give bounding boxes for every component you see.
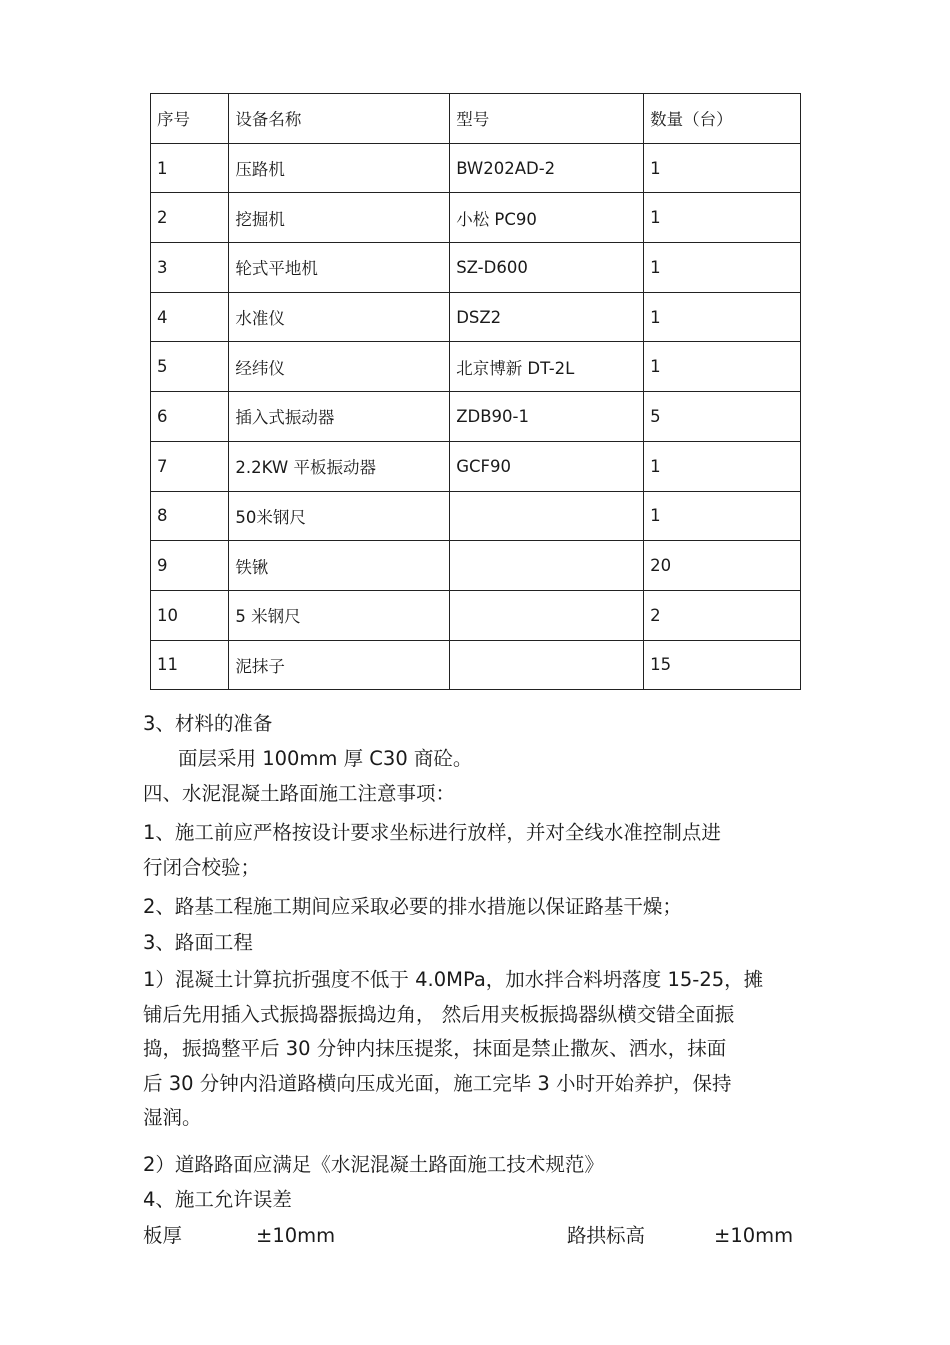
item-3-1-line: 铺后先用插入式振捣器振捣边角， 然后用夹板振捣器纵横交错全面振 [143, 1002, 735, 1026]
cell-index: 5 [151, 342, 229, 392]
item-4-title: 4、施工允许误差 [143, 1188, 292, 1211]
table-row [151, 292, 801, 342]
cell-quantity: 2 [644, 590, 801, 640]
table-row [151, 243, 801, 293]
cell-equipment-name: 铁锹 [229, 541, 450, 591]
table-row [151, 491, 801, 541]
item-3-1-line: 捣，振捣整平后 30 分钟内抹压提浆，抹面是禁止撒灰、洒水，抹面 [143, 1037, 727, 1060]
item-3-2: 2）道路路面应满足《水泥混凝土路面施工技术规范》 [143, 1153, 604, 1176]
cell-equipment-name: 水准仪 [229, 292, 450, 342]
table-row [151, 193, 801, 243]
cell-quantity: 1 [644, 193, 801, 243]
tolerance-a-value: ±10mm [256, 1224, 336, 1247]
table-row [151, 342, 801, 392]
cell-quantity: 20 [644, 541, 801, 591]
tolerance-a-label: 板厚 [143, 1224, 183, 1247]
cell-model [450, 491, 644, 541]
cell-index: 3 [151, 243, 229, 293]
cell-model: DSZ2 [450, 292, 644, 342]
cell-quantity: 15 [644, 640, 801, 690]
cell-index: 4 [151, 292, 229, 342]
cell-model: BW202AD-2 [450, 143, 644, 193]
cell-model [450, 541, 644, 591]
item-3-title: 3、路面工程 [143, 931, 253, 954]
cell-model: GCF90 [450, 441, 644, 491]
cell-equipment-name: 泥抹子 [229, 640, 450, 690]
section-3-body: 面层采用 100mm 厚 C30 商砼。 [178, 747, 473, 770]
cell-model: SZ-D600 [450, 243, 644, 293]
cell-model: 北京博新 DT-2L [450, 342, 644, 392]
cell-model [450, 640, 644, 690]
cell-equipment-name: 2.2KW 平板振动器 [229, 441, 450, 491]
cell-index: 9 [151, 541, 229, 591]
table-row [151, 392, 801, 442]
item-3-1-line: 湿润。 [143, 1106, 202, 1129]
cell-equipment-name: 经纬仪 [229, 342, 450, 392]
cell-quantity: 1 [644, 292, 801, 342]
header-index: 序号 [151, 94, 229, 144]
table-row [151, 640, 801, 690]
item-3-1-line: 1）混凝土计算抗折强度不低于 4.0MPa，加水拌合料坍落度 15-25，摊 [143, 968, 764, 991]
cell-index: 11 [151, 640, 229, 690]
cell-equipment-name: 轮式平地机 [229, 243, 450, 293]
item-2: 2、路基工程施工期间应采取必要的排水措施以保证路基干燥； [143, 895, 682, 918]
section-3-title: 3、材料的准备 [143, 712, 273, 735]
header-quantity: 数量（台） [644, 94, 801, 144]
header-equipment-name: 设备名称 [229, 94, 450, 144]
cell-model [450, 590, 644, 640]
equipment-table-body [151, 94, 801, 690]
cell-index: 2 [151, 193, 229, 243]
cell-equipment-name: 压路机 [229, 143, 450, 193]
cell-equipment-name: 50米钢尺 [229, 491, 450, 541]
item-1 [143, 816, 811, 885]
item-3-1-line: 后 30 分钟内沿道路横向压成光面，施工完毕 3 小时开始养护，保持 [143, 1071, 732, 1095]
cell-quantity: 1 [644, 441, 801, 491]
cell-quantity: 5 [644, 392, 801, 442]
tolerance-b-value: ±10mm [714, 1224, 794, 1247]
equipment-table [150, 93, 801, 690]
section-4-title: 四、水泥混凝土路面施工注意事项： [143, 782, 456, 805]
cell-quantity: 1 [644, 342, 801, 392]
table-header-row [151, 94, 801, 144]
cell-equipment-name: 5 米钢尺 [229, 590, 450, 640]
table-row [151, 541, 801, 591]
cell-equipment-name: 挖掘机 [229, 193, 450, 243]
cell-model: 小松 PC90 [450, 193, 644, 243]
tolerance-b-label: 路拱标高 [567, 1224, 646, 1247]
cell-model: ZDB90-1 [450, 392, 644, 442]
cell-index: 1 [151, 143, 229, 193]
item-1-line: 行闭合校验； [143, 855, 261, 879]
cell-index: 8 [151, 491, 229, 541]
item-1-line: 1、施工前应严格按设计要求坐标进行放样，并对全线水准控制点进 [143, 821, 721, 844]
table-row [151, 143, 801, 193]
cell-equipment-name: 插入式振动器 [229, 392, 450, 442]
cell-index: 6 [151, 392, 229, 442]
table-row [151, 441, 801, 491]
cell-quantity: 1 [644, 491, 801, 541]
cell-index: 7 [151, 441, 229, 491]
cell-quantity: 1 [644, 143, 801, 193]
cell-index: 10 [151, 590, 229, 640]
cell-quantity: 1 [644, 243, 801, 293]
header-model: 型号 [450, 94, 644, 144]
table-row [151, 590, 801, 640]
item-3-1 [143, 963, 811, 1136]
